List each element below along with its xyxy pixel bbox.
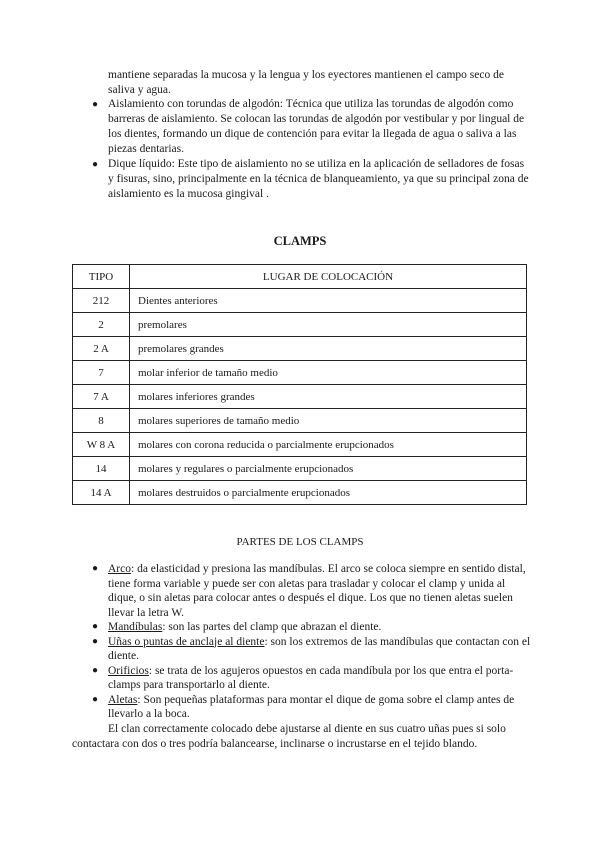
part-term: Aletas: [108, 693, 138, 706]
cell-lugar: molar inferior de tamaño medio: [130, 361, 527, 385]
cell-tipo: 14: [73, 457, 130, 481]
bullet-icon: ●: [92, 99, 99, 110]
list-item: [92, 635, 532, 664]
list-item: [92, 693, 532, 722]
cell-lugar: premolares: [130, 313, 527, 337]
table-header-row: [73, 265, 527, 289]
closing-paragraph: El clan correctamente colocado debe ajustarse al diente en sus cuatro uñas pues si solo contactara con dos o tres podría balancearse, inclinarse o incrustarse en el tejido blando.: [72, 723, 506, 750]
list-item: [92, 562, 532, 620]
cell-tipo: 14 A: [73, 481, 130, 505]
bullet-icon: ●: [92, 635, 99, 647]
clamps-title: CLAMPS: [273, 234, 327, 248]
clamps-table: [72, 264, 527, 505]
table-row: [73, 481, 527, 505]
intro-continuation: mantiene separadas la mucosa y la lengua y los eyectores mantienen el campo seco de saliva y agua.: [108, 69, 504, 96]
cell-lugar: Dientes anteriores: [130, 289, 527, 313]
bullet-icon: ●: [92, 693, 99, 705]
table-row: [73, 337, 527, 361]
table-row: [73, 457, 527, 481]
table-row: [73, 409, 527, 433]
table-row: [73, 385, 527, 409]
table-row: [73, 361, 527, 385]
list-item: [92, 97, 532, 157]
list-item: [92, 620, 532, 635]
part-description: : Son pequeñas plataformas para montar el dique de goma sobre el clamp antes de llevarlo a la boca.: [108, 693, 515, 720]
cell-tipo: W 8 A: [73, 433, 130, 457]
cell-tipo: 7: [73, 361, 130, 385]
bullet-icon: ●: [92, 621, 99, 632]
intro-bullet-list: [92, 97, 532, 202]
cell-lugar: molares inferiores grandes: [130, 385, 527, 409]
parts-title: PARTES DE LOS CLAMPS: [236, 536, 364, 548]
bullet-icon: ●: [92, 664, 99, 676]
table-row: [73, 313, 527, 337]
list-item: [92, 157, 532, 202]
list-item-text: Aislamiento con torundas de algodón: Técnica que utiliza las torundas de algodón como barreras de aislamiento. Se colocan las torundas de algodón por vestibular y por lingual de los dientes, formando un dique de contención para evitar la llegada de agua o saliva a las piezas dentarias.: [108, 98, 525, 155]
part-description: : son las partes del clamp que abrazan el diente.: [162, 621, 382, 633]
column-header-tipo: TIPO: [73, 265, 130, 289]
cell-tipo: 2: [73, 313, 130, 337]
bullet-icon: ●: [92, 563, 99, 574]
list-item-text: Dique líquido: Este tipo de aislamiento no se utiliza en la aplicación de selladores de fosas y fisuras, sino, principalmente en la técnica de blanqueamiento, ya que su principal zona de aislamiento es la mucosa gingival .: [108, 158, 529, 200]
bullet-icon: ●: [92, 159, 99, 170]
parts-list: [92, 562, 532, 722]
cell-lugar: molares con corona reducida o parcialmente erupcionados: [130, 433, 527, 457]
table-row: [73, 433, 527, 457]
cell-tipo: 8: [73, 409, 130, 433]
cell-tipo: 212: [73, 289, 130, 313]
cell-tipo: 7 A: [73, 385, 130, 409]
cell-lugar: molares destruidos o parcialmente erupcionados: [130, 481, 527, 505]
cell-tipo: 2 A: [73, 337, 130, 361]
column-header-lugar: LUGAR DE COLOCACIÓN: [130, 265, 527, 289]
part-term: Mandíbulas: [108, 621, 163, 633]
part-term: Orificios: [108, 664, 149, 677]
part-term: Arco: [108, 563, 131, 575]
part-description: : son los extremos de las mandíbulas que contactan con el diente.: [108, 635, 531, 662]
list-item: [92, 664, 532, 693]
part-term: Uñas o puntas de anclaje al diente: [108, 635, 265, 648]
table-row: [73, 289, 527, 313]
cell-lugar: molares superiores de tamaño medio: [130, 409, 527, 433]
part-description: : se trata de los agujeros opuestos en cada mandíbula por los que entra el porta-clamps para transportarlo al diente.: [108, 664, 514, 691]
part-description: : da elasticidad y presiona las mandíbulas. El arco se coloca siempre en sentido distal, tiene forma variable y puede ser con aletas para trasladar y colocar el clamp y unida al dique, o sin aletas para colocar antes o después el dique. Los que no tienen aletas suelen llevar la letra W.: [108, 563, 526, 619]
cell-lugar: premolares grandes: [130, 337, 527, 361]
cell-lugar: molares y regulares o parcialmente erupcionados: [130, 457, 527, 481]
